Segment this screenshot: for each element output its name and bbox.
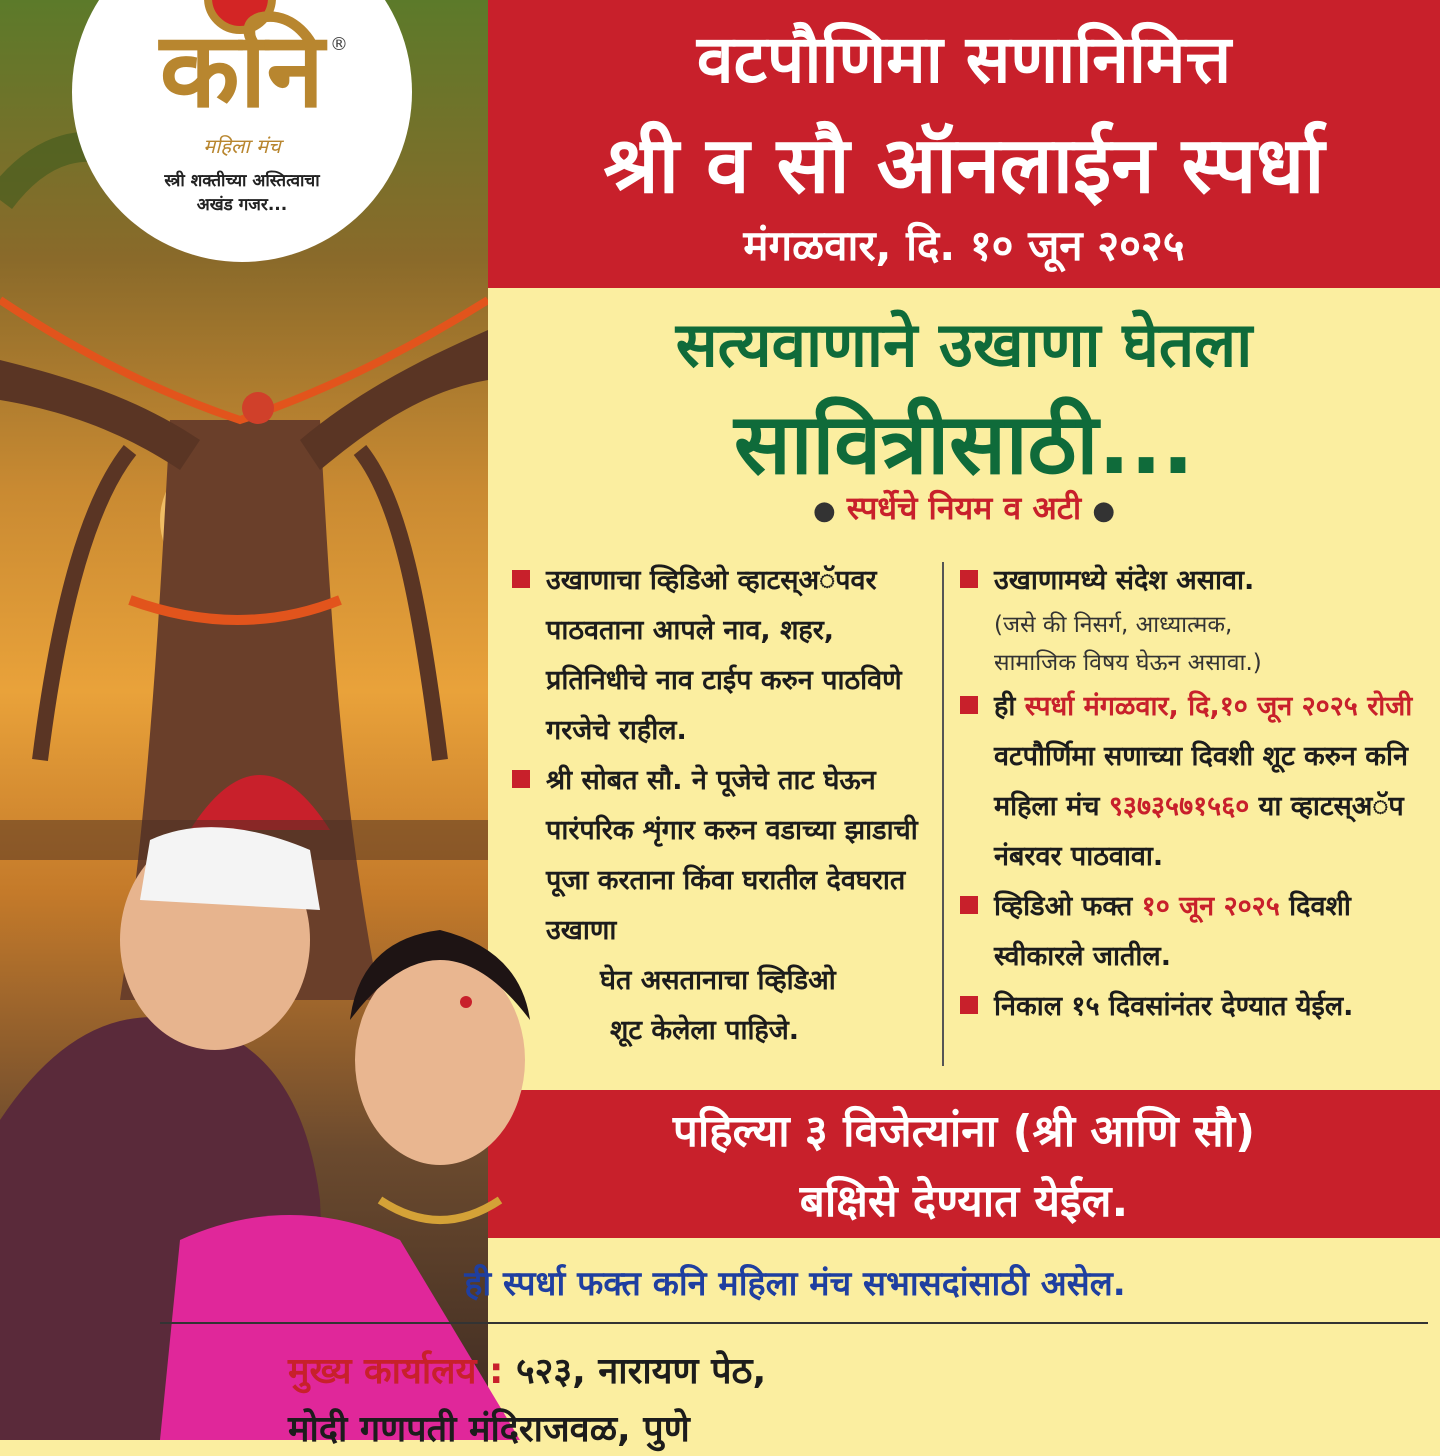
footer-divider <box>160 1322 1428 1324</box>
rules-title-text: स्पर्धेचे नियम व अटी <box>846 489 1082 527</box>
rule-text: व्हिडिओ फक्त <box>994 891 1142 922</box>
header-date: मंगळवार, दि. १० जून २०२५ <box>743 221 1185 270</box>
rule-item <box>958 682 1428 882</box>
bindi-icon <box>460 996 472 1008</box>
whatsapp-number: ९३७३५७१५६० <box>1108 791 1250 822</box>
header-line-1: वटपौणिमा सणानिमित्त <box>696 21 1232 98</box>
office-address-line-1: ५२३, नारायण पेठ, <box>503 1351 767 1392</box>
rule-item: श्री सोबत सौ. ने पूजेचे ताट घेऊन पारंपरिक शृंगार करुन वडाच्या झाडाची पूजा करताना किंवा घरातील देवघरात उखाणा <box>510 756 940 956</box>
rule-continuation: शूट केलेला पाहिजे. <box>610 1015 800 1046</box>
pendant-icon <box>242 392 274 424</box>
rule-item: उखाणामध्ये संदेश असावा. <box>958 556 1428 606</box>
bullet-icon: ● <box>812 496 836 526</box>
office-address-line-2: मोदी गणपती मंदिराजवळ, पुणे <box>288 1409 690 1450</box>
logo-tagline-2: अखंड गजर... <box>196 195 288 215</box>
rule-highlight: १० जून २०२५ <box>1141 891 1280 922</box>
rule-text: या व्हाटस्अॅप नंबरवर पाठवावा. <box>994 791 1404 872</box>
logo-registered: ® <box>330 34 348 55</box>
rule-continuation: घेत असतानाचा व्हिडिओ <box>600 965 836 996</box>
office-address <box>288 1346 766 1398</box>
header-banner <box>488 0 1440 288</box>
rule-item: उखाणाचा व्हिडिओ व्हाटस्अॅपवर पाठवताना आपले नाव, शहर, प्रतिनिधीचे नाव टाईप करुन पाठविणे गरजेचे राहील. <box>510 556 940 756</box>
header-line-2: श्री व सौ ऑनलाईन स्पर्धा <box>603 121 1325 211</box>
prize-line-2: बक्षिसे देण्यात येईल. <box>799 1176 1129 1227</box>
rule-note: सामाजिक विषय घेऊन असावा.) <box>994 650 1262 676</box>
rule-item: निकाल १५ दिवसांनंतर देण्यात येईल. <box>958 982 1428 1032</box>
logo-tagline-1: स्त्री शक्तीच्या अस्तित्वाचा <box>164 171 320 191</box>
theme-line-1: सत्यवाणाने उखाणा घेतला <box>675 308 1253 381</box>
rule-note: (जसे की निसर्ग, आध्यात्मक, <box>994 612 1233 638</box>
rule-text: वटपौर्णिमा सणाच्या दिवशी शूट करुन कनि महिला मंच <box>994 741 1408 822</box>
office-label: मुख्य कार्यालय : <box>288 1351 504 1392</box>
rules-title <box>488 486 1440 533</box>
rules-right-column <box>958 556 1428 1032</box>
logo-brand: कनि <box>159 8 325 131</box>
theme-line-2: सावित्रीसाठी... <box>734 395 1194 493</box>
bullet-icon: ● <box>1092 496 1116 526</box>
rule-text: दिवशी स्वीकारले जातील. <box>994 891 1351 972</box>
prize-line-1: पहिल्या ३ विजेत्यांना (श्री आणि सौ) <box>672 1106 1256 1157</box>
necklace-icon <box>380 1200 500 1220</box>
column-divider <box>942 562 944 1066</box>
gandhi-cap-icon <box>140 827 320 910</box>
rule-item <box>958 882 1428 982</box>
rule-highlight: स्पर्धा मंगळवार, दि,१० जून २०२५ रोजी <box>1024 691 1413 722</box>
rule-text: ही <box>994 691 1025 722</box>
logo-subtitle: महिला मंच <box>203 134 281 158</box>
members-only-note: ही स्पर्धा फक्त कनि महिला मंच सभासदांसाठी असेल. <box>464 1264 1126 1304</box>
